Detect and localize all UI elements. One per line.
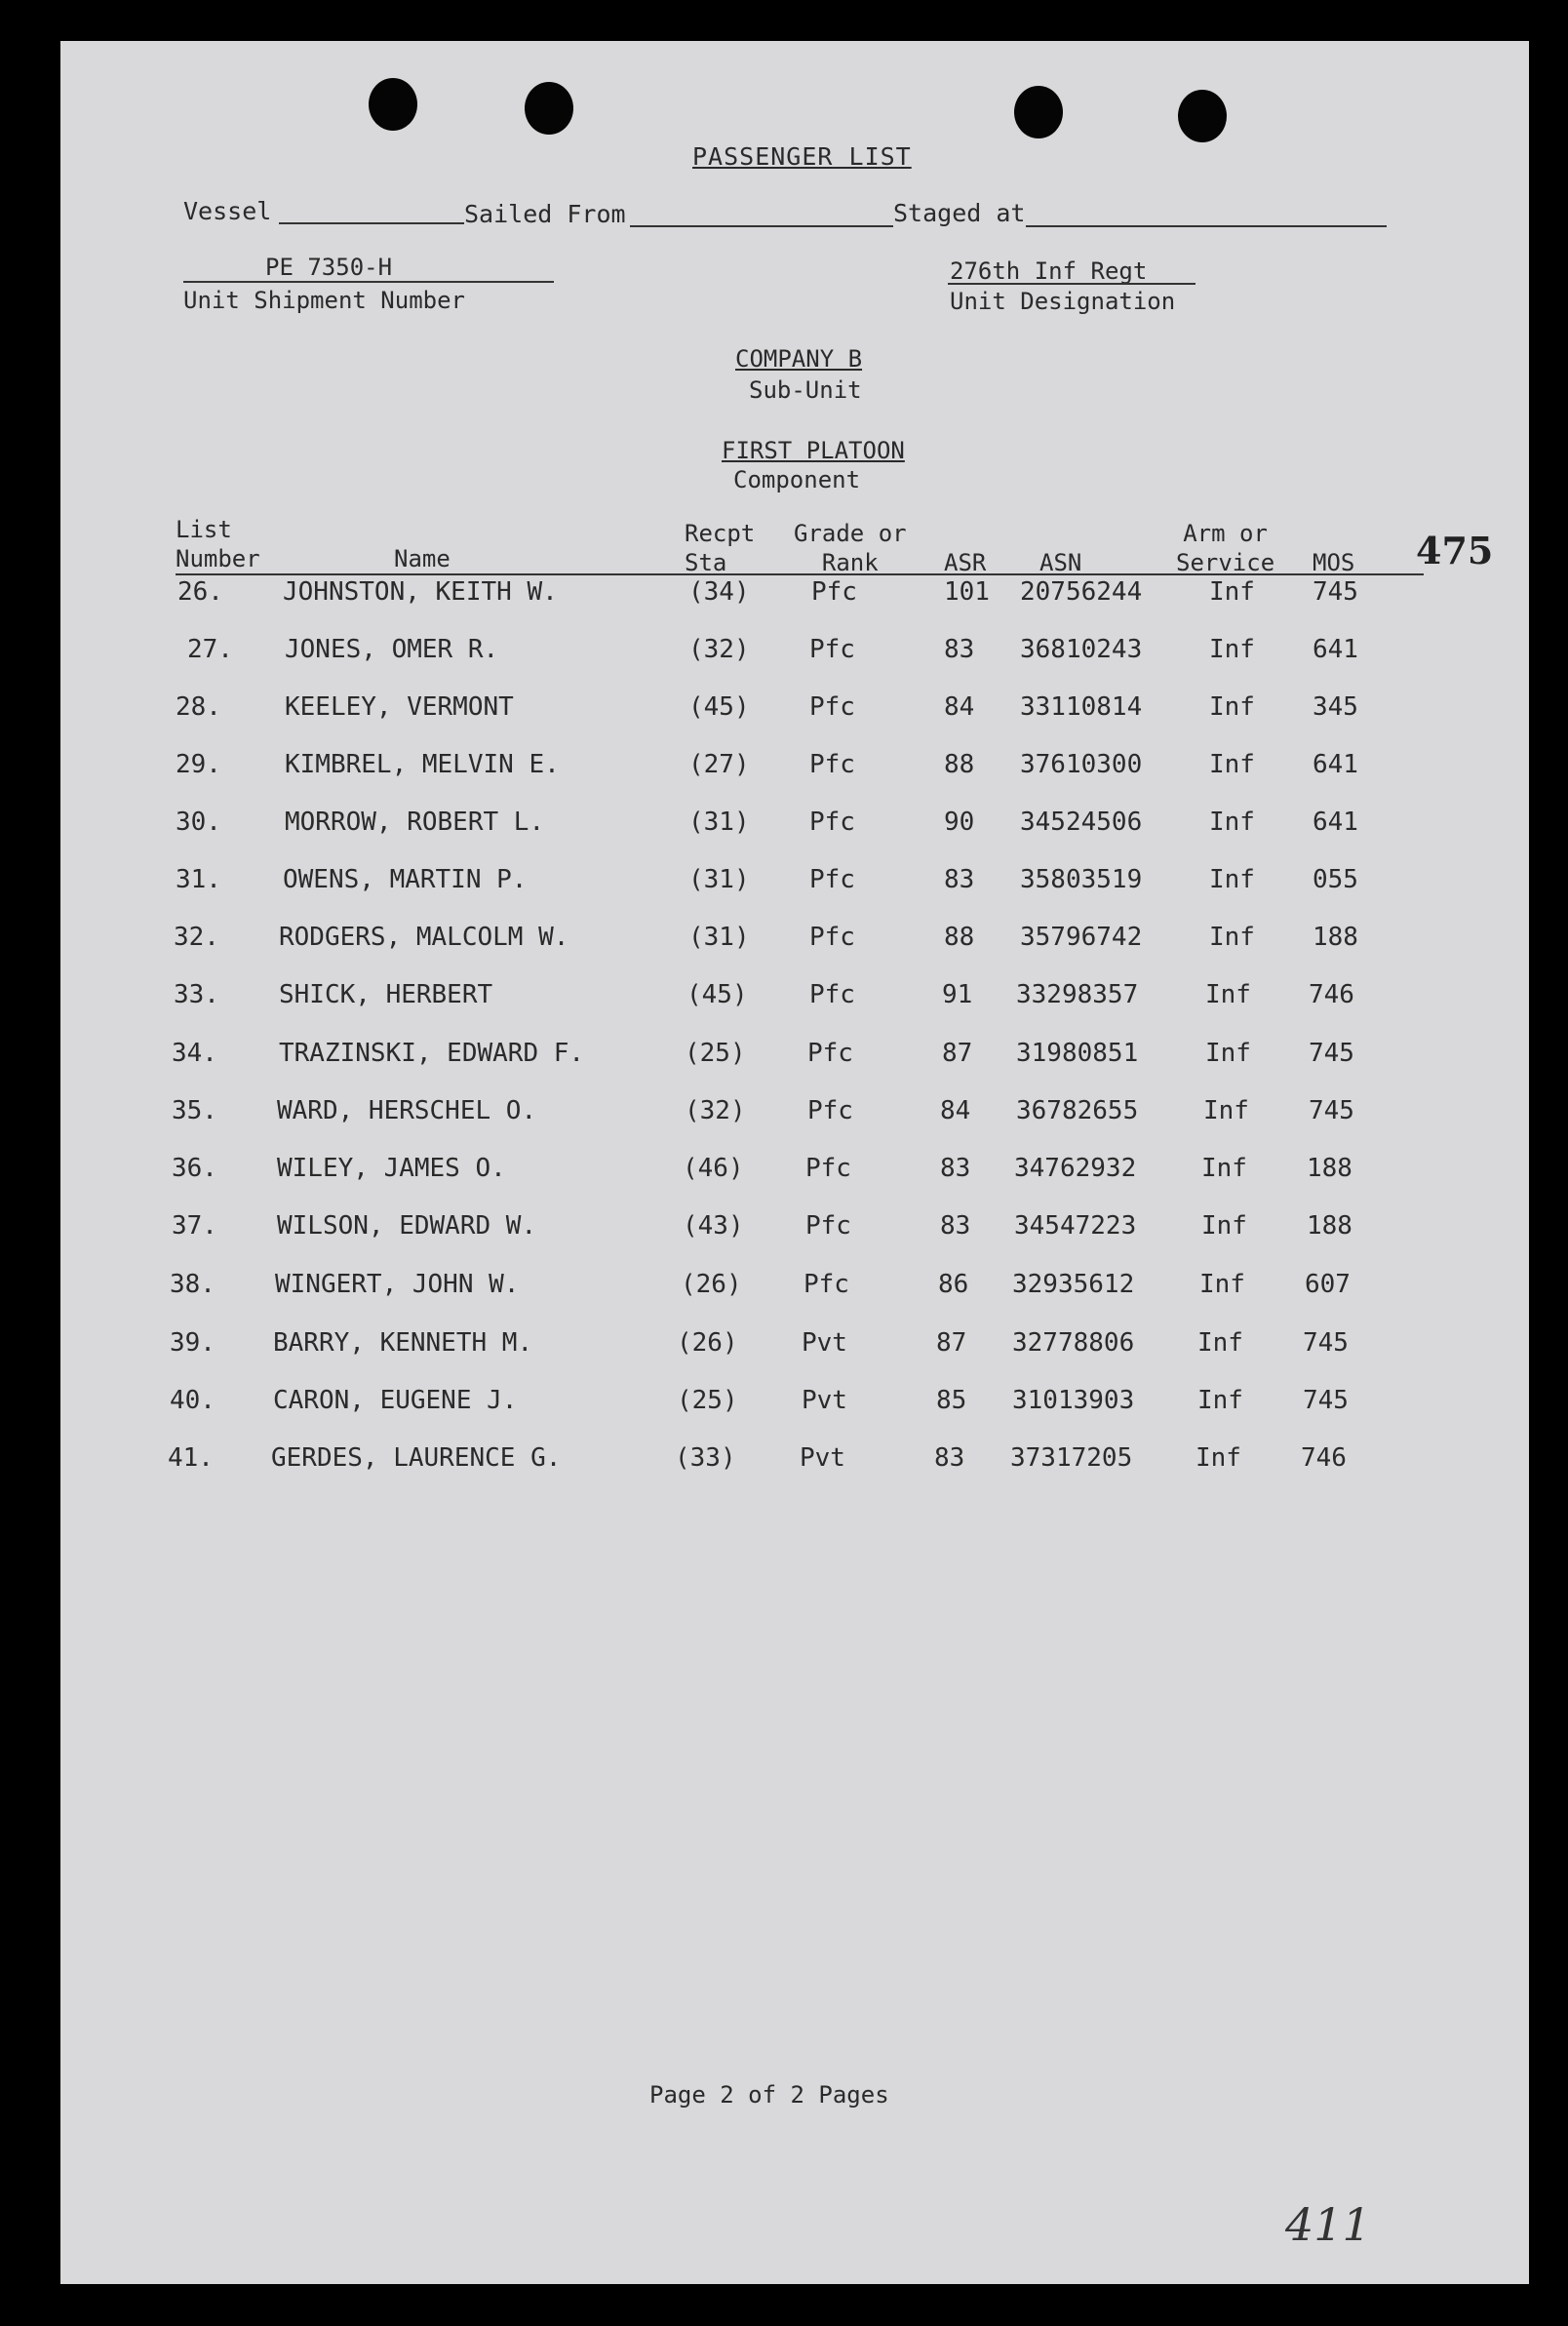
cell-number: 30. <box>176 808 221 837</box>
cell-grade: Pfc <box>805 1211 851 1241</box>
cell-arm: Inf <box>1203 1096 1249 1125</box>
table-row <box>60 923 1529 962</box>
cell-asr: 83 <box>940 1154 971 1183</box>
cell-arm: Inf <box>1205 980 1251 1009</box>
cell-mos: 745 <box>1309 1039 1354 1068</box>
cell-recpt-sta: (25) <box>685 1039 746 1068</box>
cell-number: 40. <box>170 1386 216 1415</box>
document-title: PASSENGER LIST <box>692 142 912 171</box>
punch-hole <box>1014 86 1063 138</box>
cell-grade: Pfc <box>811 577 857 607</box>
col-name: Name <box>394 545 451 572</box>
cell-recpt-sta: (32) <box>688 635 750 664</box>
cell-asr: 85 <box>936 1386 967 1415</box>
cell-number: 34. <box>172 1039 217 1068</box>
table-row <box>60 635 1529 674</box>
col-asr: ASR <box>944 549 987 576</box>
table-row <box>60 865 1529 904</box>
cell-grade: Pvt <box>800 1443 845 1473</box>
table-row <box>60 1270 1529 1309</box>
shipment-underline <box>183 281 554 283</box>
cell-mos: 746 <box>1309 980 1354 1009</box>
cell-asn: 33110814 <box>1020 692 1143 722</box>
cell-arm: Inf <box>1205 1039 1251 1068</box>
cell-arm: Inf <box>1201 1154 1247 1183</box>
cell-asn: 31013903 <box>1012 1386 1135 1415</box>
sub-unit-label: Sub-Unit <box>749 376 862 404</box>
cell-name: BARRY, KENNETH M. <box>273 1328 533 1358</box>
cell-number: 41. <box>168 1443 214 1473</box>
cell-name: RODGERS, MALCOLM W. <box>279 923 569 952</box>
component: FIRST PLATOON <box>722 437 905 464</box>
cell-name: CARON, EUGENE J. <box>273 1386 518 1415</box>
cell-grade: Pfc <box>809 980 855 1009</box>
cell-asr: 90 <box>944 808 975 837</box>
cell-asn: 32778806 <box>1012 1328 1135 1358</box>
page-footer: Page 2 of 2 Pages <box>649 2081 889 2109</box>
table-row <box>60 1211 1529 1250</box>
cell-grade: Pfc <box>804 1270 849 1299</box>
cell-asn: 37317205 <box>1010 1443 1133 1473</box>
cell-number: 37. <box>172 1211 217 1241</box>
cell-number: 31. <box>176 865 221 894</box>
col-grade <box>794 519 907 577</box>
cell-recpt-sta: (31) <box>688 923 750 952</box>
cell-arm: Inf <box>1209 923 1255 952</box>
table-row <box>60 980 1529 1019</box>
col-mos: MOS <box>1313 549 1355 576</box>
cell-mos: 641 <box>1313 808 1358 837</box>
cell-mos: 607 <box>1305 1270 1351 1299</box>
cell-name: WILEY, JAMES O. <box>277 1154 506 1183</box>
cell-asr: 83 <box>934 1443 965 1473</box>
cell-recpt-sta: (27) <box>688 750 750 779</box>
cell-mos: 745 <box>1303 1386 1349 1415</box>
cell-recpt-sta: (31) <box>688 808 750 837</box>
cell-arm: Inf <box>1209 577 1255 607</box>
cell-name: GERDES, LAURENCE G. <box>271 1443 562 1473</box>
cell-mos: 055 <box>1313 865 1358 894</box>
col-arm-line1: Arm or <box>1183 520 1268 547</box>
cell-mos: 188 <box>1313 923 1358 952</box>
cell-number: 35. <box>172 1096 217 1125</box>
unit-designation-label: Unit Designation <box>950 288 1176 315</box>
col-recpt-line1: Recpt <box>685 520 756 547</box>
unit-designation-underline <box>948 283 1196 285</box>
cell-number: 28. <box>176 692 221 722</box>
header-rule <box>176 573 1424 575</box>
col-asn: ASN <box>1039 549 1082 576</box>
cell-arm: Inf <box>1209 750 1255 779</box>
cell-mos: 745 <box>1309 1096 1354 1125</box>
cell-asr: 101 <box>944 577 990 607</box>
cell-asn: 34762932 <box>1014 1154 1137 1183</box>
cell-recpt-sta: (26) <box>681 1270 742 1299</box>
staged-at-label: Staged at <box>893 199 1026 227</box>
col-recpt-line2: Sta <box>685 549 727 576</box>
cell-number: 33. <box>174 980 219 1009</box>
stamp-number: 475 <box>1416 529 1494 572</box>
cell-grade: Pfc <box>809 808 855 837</box>
cell-recpt-sta: (46) <box>683 1154 744 1183</box>
cell-name: KEELEY, VERMONT <box>285 692 514 722</box>
cell-mos: 641 <box>1313 635 1358 664</box>
cell-asr: 83 <box>940 1211 971 1241</box>
cell-asr: 83 <box>944 865 975 894</box>
table-row <box>60 1039 1529 1078</box>
cell-arm: Inf <box>1209 808 1255 837</box>
cell-name: JOHNSTON, KEITH W. <box>283 577 558 607</box>
cell-asn: 37610300 <box>1020 750 1143 779</box>
cell-grade: Pfc <box>809 635 855 664</box>
cell-asn: 31980851 <box>1016 1039 1139 1068</box>
sub-unit: COMPANY B <box>735 345 863 373</box>
cell-recpt-sta: (25) <box>677 1386 738 1415</box>
shipment-number: PE 7350-H <box>265 254 393 281</box>
cell-asn: 36810243 <box>1020 635 1143 664</box>
table-row <box>60 1096 1529 1135</box>
cell-name: KIMBREL, MELVIN E. <box>285 750 560 779</box>
col-grade-line2: Rank <box>821 549 879 576</box>
cell-grade: Pfc <box>809 923 855 952</box>
cell-asr: 84 <box>944 692 975 722</box>
cell-asr: 86 <box>938 1270 969 1299</box>
cell-number: 27. <box>187 635 233 664</box>
cell-recpt-sta: (32) <box>685 1096 746 1125</box>
cell-mos: 345 <box>1313 692 1358 722</box>
table-row <box>60 577 1529 616</box>
cell-asr: 84 <box>940 1096 971 1125</box>
cell-asn: 33298357 <box>1016 980 1139 1009</box>
col-arm-line2: Service <box>1176 549 1275 576</box>
table-row <box>60 1386 1529 1425</box>
unit-designation: 276th Inf Regt <box>950 257 1148 285</box>
cell-asr: 87 <box>942 1039 973 1068</box>
cell-number: 39. <box>170 1328 216 1358</box>
cell-mos: 641 <box>1313 750 1358 779</box>
cell-recpt-sta: (34) <box>688 577 750 607</box>
staged-at-blank <box>1026 225 1387 227</box>
cell-recpt-sta: (45) <box>686 980 748 1009</box>
vessel-blank <box>279 222 464 224</box>
cell-mos: 188 <box>1307 1211 1352 1241</box>
cell-arm: Inf <box>1197 1328 1243 1358</box>
table-row <box>60 692 1529 731</box>
table-row <box>60 808 1529 847</box>
cell-asr: 91 <box>942 980 973 1009</box>
cell-grade: Pfc <box>805 1154 851 1183</box>
cell-grade: Pvt <box>802 1386 847 1415</box>
component-label: Component <box>733 466 861 493</box>
col-arm-service <box>1176 519 1274 577</box>
cell-asn: 20756244 <box>1020 577 1143 607</box>
punch-hole <box>525 82 573 135</box>
table-row <box>60 1154 1529 1193</box>
cell-asn: 32935612 <box>1012 1270 1135 1299</box>
cell-recpt-sta: (43) <box>683 1211 744 1241</box>
cell-recpt-sta: (33) <box>675 1443 736 1473</box>
table-row <box>60 750 1529 789</box>
col-list-number <box>176 515 260 573</box>
cell-grade: Pfc <box>807 1039 853 1068</box>
cell-name: TRAZINSKI, EDWARD F. <box>279 1039 585 1068</box>
cell-grade: Pfc <box>809 865 855 894</box>
cell-asr: 88 <box>944 750 975 779</box>
cell-recpt-sta: (31) <box>688 865 750 894</box>
cell-arm: Inf <box>1197 1386 1243 1415</box>
cell-asr: 83 <box>944 635 975 664</box>
col-list-number-line2: Number <box>176 545 260 572</box>
handwritten-mark: 411 <box>1285 2198 1371 2251</box>
cell-asn: 35796742 <box>1020 923 1143 952</box>
cell-mos: 188 <box>1307 1154 1352 1183</box>
col-grade-line1: Grade or <box>794 520 907 547</box>
cell-arm: Inf <box>1209 865 1255 894</box>
cell-recpt-sta: (45) <box>688 692 750 722</box>
cell-name: WILSON, EDWARD W. <box>277 1211 537 1241</box>
table-row <box>60 1328 1529 1367</box>
col-recpt-sta <box>685 519 755 577</box>
cell-name: WARD, HERSCHEL O. <box>277 1096 537 1125</box>
cell-name: SHICK, HERBERT <box>279 980 493 1009</box>
cell-name: WINGERT, JOHN W. <box>275 1270 520 1299</box>
cell-mos: 745 <box>1303 1328 1349 1358</box>
table-row <box>60 1443 1529 1482</box>
cell-name: JONES, OMER R. <box>285 635 499 664</box>
cell-number: 36. <box>172 1154 217 1183</box>
cell-mos: 745 <box>1313 577 1358 607</box>
col-list-number-line1: List <box>176 516 232 543</box>
cell-arm: Inf <box>1196 1443 1241 1473</box>
cell-grade: Pfc <box>809 750 855 779</box>
shipment-label: Unit Shipment Number <box>183 287 465 314</box>
cell-number: 38. <box>170 1270 216 1299</box>
punch-hole <box>1178 90 1227 142</box>
cell-arm: Inf <box>1209 692 1255 722</box>
cell-asn: 35803519 <box>1020 865 1143 894</box>
cell-asr: 87 <box>936 1328 967 1358</box>
cell-arm: Inf <box>1199 1270 1245 1299</box>
cell-arm: Inf <box>1201 1211 1247 1241</box>
cell-asn: 34547223 <box>1014 1211 1137 1241</box>
cell-number: 26. <box>177 577 223 607</box>
document-page <box>60 41 1529 2284</box>
cell-asr: 88 <box>944 923 975 952</box>
cell-grade: Pfc <box>807 1096 853 1125</box>
cell-grade: Pvt <box>802 1328 847 1358</box>
punch-hole <box>369 78 417 131</box>
sailed-from-blank <box>630 225 893 227</box>
cell-name: OWENS, MARTIN P. <box>283 865 528 894</box>
cell-number: 32. <box>174 923 219 952</box>
sailed-from-label: Sailed From <box>464 200 626 228</box>
cell-asn: 34524506 <box>1020 808 1143 837</box>
cell-arm: Inf <box>1209 635 1255 664</box>
cell-number: 29. <box>176 750 221 779</box>
cell-recpt-sta: (26) <box>677 1328 738 1358</box>
cell-name: MORROW, ROBERT L. <box>285 808 545 837</box>
vessel-label: Vessel <box>183 197 272 225</box>
cell-grade: Pfc <box>809 692 855 722</box>
cell-mos: 746 <box>1301 1443 1347 1473</box>
cell-asn: 36782655 <box>1016 1096 1139 1125</box>
